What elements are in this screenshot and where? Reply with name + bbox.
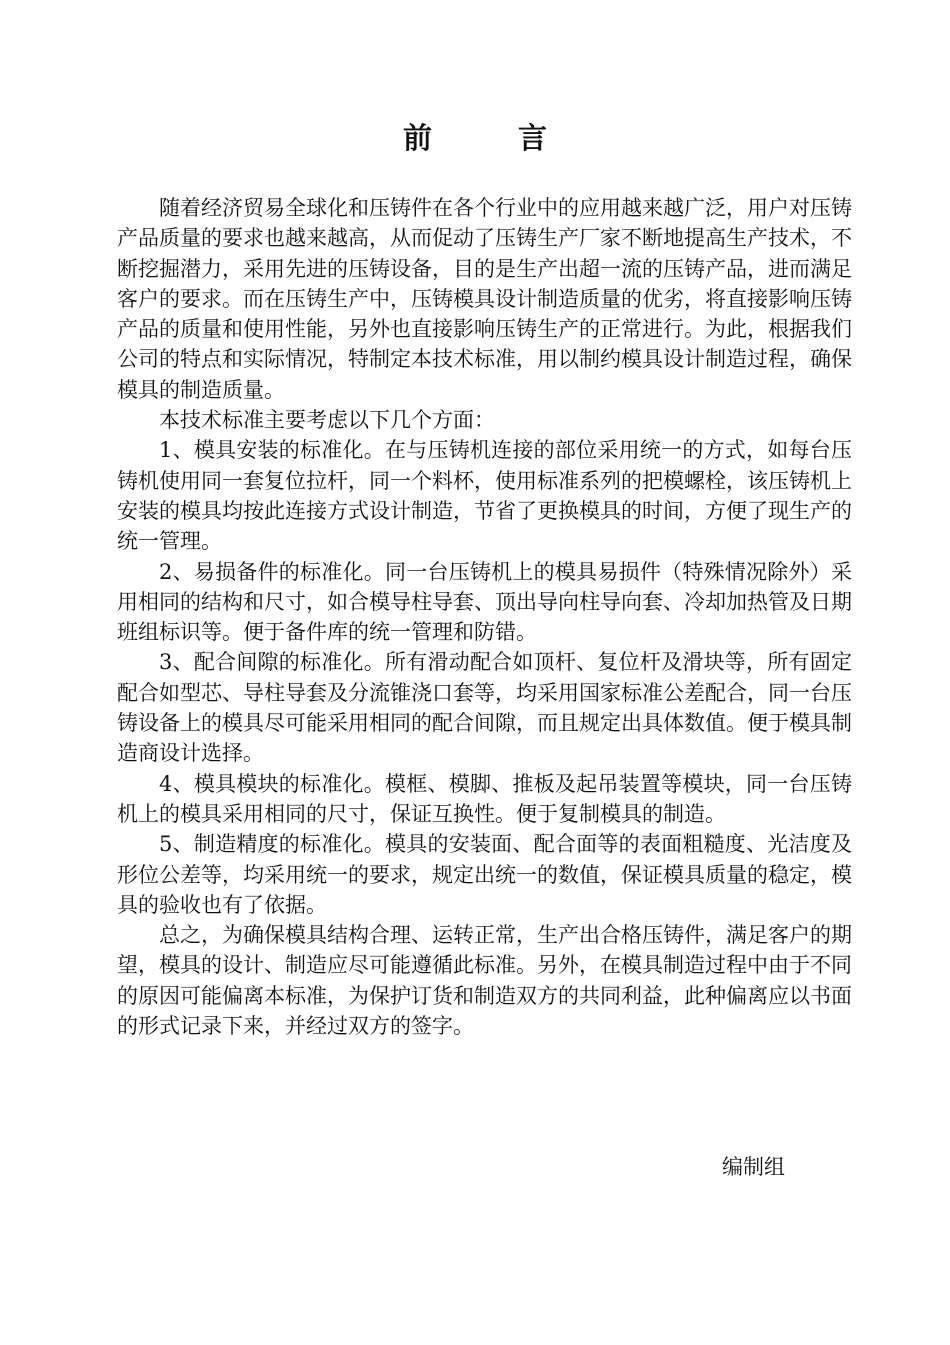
signature: 编制组	[722, 1155, 785, 1179]
title-spacer	[432, 118, 518, 158]
paragraph-item-3: 3、配合间隙的标准化。所有滑动配合如顶杆、复位杆及滑块等，所有固定配合如型芯、导柱导套及分流锥浇口套等，均采用国家标准公差配合，同一台压铸设备上的模具尽可能采用相同的配合间隙，而且规定出具体数值。便于模具制造商设计选择。	[117, 650, 852, 766]
paragraph-intro: 随着经济贸易全球化和压铸件在各个行业中的应用越来越广泛，用户对压铸产品质量的要求也越来越高，从而促动了压铸生产厂家不断地提高生产技术，不断挖掘潜力，采用先进的压铸设备，目的是生产出超一流的压铸产品，进而满足客户的要求。而在压铸生产中，压铸模具设计制造质量的优劣，将直接影响压铸产品的质量和使用性能，另外也直接影响压铸生产的正常进行。为此，根据我们公司的特点和实际情况，特制定本技术标准，用以制约模具设计制造过程，确保模具的制造质量。	[117, 196, 852, 402]
title-char-2: 言	[518, 121, 548, 155]
paragraph-item-2: 2、易损备件的标准化。同一台压铸机上的模具易损件（特殊情况除外）采用相同的结构和尺寸，如合模导柱导套、顶出导向柱导向套、冷却加热管及日期班组标识等。便于备件库的统一管理和防错。	[117, 559, 852, 645]
document-body	[117, 193, 852, 1041]
paragraph-item-4: 4、模具模块的标准化。模框、模脚、推板及起吊装置等模块，同一台压铸机上的模具采用相同的尺寸，保证互换性。便于复制模具的制造。	[117, 771, 852, 826]
paragraph-aspects-lead: 本技术标准主要考虑以下几个方面：	[159, 408, 495, 433]
paragraph-item-1: 1、模具安装的标准化。在与压铸机连接的部位采用统一的方式，如每台压铸机使用同一套复位拉杆，同一个料杯，使用标准系列的把模螺栓，该压铸机上安装的模具均按此连接方式设计制造，节省了更换模具的时间，方便了现生产的统一管理。	[117, 438, 852, 554]
title-char-1: 前	[402, 121, 432, 155]
paragraph-conclusion: 总之，为确保模具结构合理、运转正常，生产出合格压铸件，满足客户的期望，模具的设计、制造应尽可能遵循此标准。另外，在模具制造过程中由于不同的原因可能偏离本标准，为保护订货和制造双方的共同利益，此种偏离应以书面的形式记录下来，并经过双方的签字。	[117, 923, 852, 1039]
paragraph-item-5: 5、制造精度的标准化。模具的安装面、配合面等的表面粗糙度、光洁度及形位公差等，均采用统一的要求，规定出统一的数值，保证模具质量的稳定，模具的验收也有了依据。	[117, 832, 852, 917]
page-title	[0, 118, 950, 158]
